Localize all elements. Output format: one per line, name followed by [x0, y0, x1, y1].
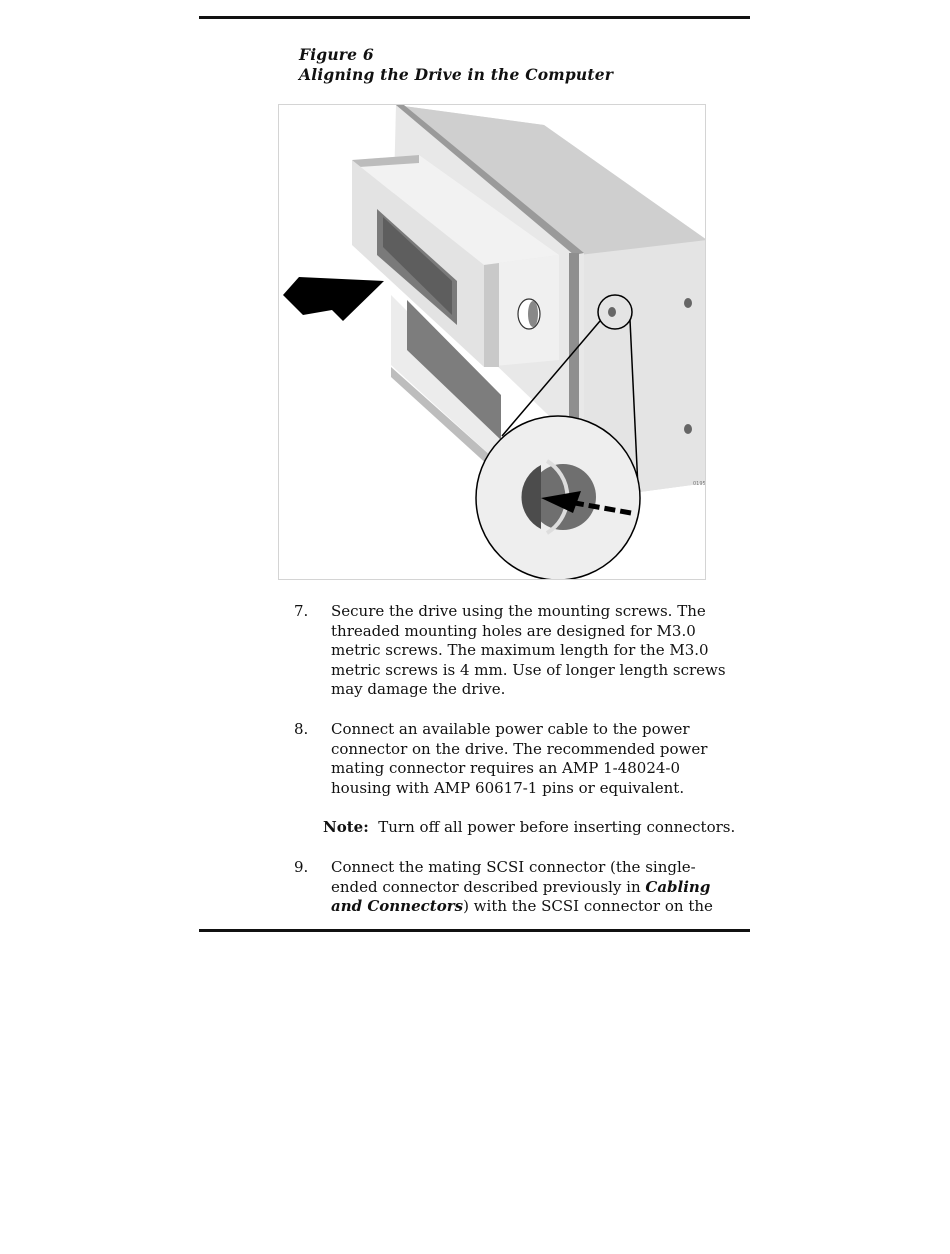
drive-mounting-hole-shadow [528, 301, 538, 327]
cross-reference[interactable]: Cabling [645, 877, 711, 896]
text-line: connector on the drive. The recommended power [331, 739, 708, 758]
text-line: housing with AMP 60617-1 pins or equivalent. [331, 778, 685, 797]
text-line: Connect an available power cable to the power [331, 720, 690, 738]
note-text: Turn off all power before inserting connectors. [368, 818, 736, 836]
step-text [331, 858, 751, 917]
insert-direction-arrow [283, 277, 384, 321]
top-rule [199, 16, 750, 19]
chassis-hole-1 [684, 298, 692, 308]
text-line: mating connector requires an AMP 1-48024-0 [331, 759, 681, 777]
text-line: Connect the mating SCSI connector (the single- [331, 858, 696, 876]
text-line: may damage the drive. [331, 680, 506, 698]
figure-caption [299, 45, 613, 85]
note [323, 818, 735, 838]
text-line: Secure the drive using the mounting screws. The [331, 602, 706, 620]
cross-reference[interactable]: and Connectors [331, 897, 464, 915]
text-line: metric screws is 4 mm. Use of longer length screws [331, 660, 726, 679]
figure-illustration [278, 104, 706, 580]
bottom-rule [199, 929, 750, 932]
text-line: metric screws. The maximum length for the M3.0 [331, 641, 709, 659]
image-code: 0195 [693, 481, 706, 487]
figure-number: Figure 6 [299, 45, 374, 64]
step-number: 7. [294, 602, 309, 620]
drive-corner [484, 263, 499, 367]
callout-hole [608, 307, 616, 317]
step-number: 8. [294, 720, 309, 738]
note-label: Note: [323, 818, 369, 836]
text-line [331, 897, 751, 917]
text-line: threaded mounting holes are designed for M3.0 [331, 621, 696, 640]
step-number: 9. [294, 858, 309, 876]
step-text [331, 720, 751, 798]
bezel-inner-edge [569, 253, 579, 437]
chassis-hole-2 [684, 424, 692, 434]
step-text [331, 602, 751, 700]
figure-title: Aligning the Drive in the Computer [299, 65, 614, 84]
text-run: ended connector described previously in [331, 877, 646, 896]
text-run: ) with the SCSI connector on the [463, 897, 713, 915]
drive-alignment-drawing [279, 105, 706, 580]
text-line [331, 878, 751, 898]
